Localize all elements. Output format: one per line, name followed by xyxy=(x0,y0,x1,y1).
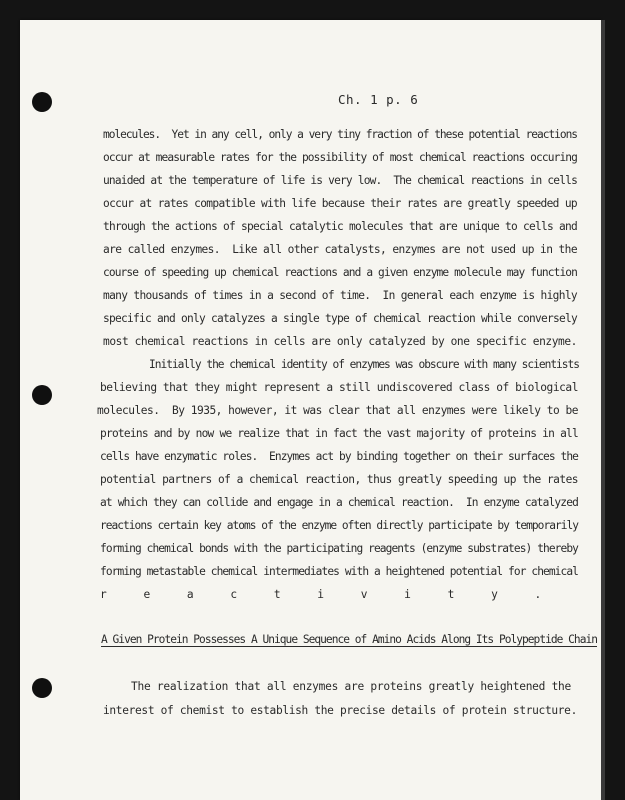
page-header: Ch. 1 p. 6 xyxy=(338,92,419,107)
paragraph2-line-2: believing that they might represent a still undiscovered class of biological xyxy=(100,381,578,394)
paragraph2-line-5: cells have enzymatic roles. Enzymes act by binding together on their surfaces the xyxy=(100,450,578,463)
paragraph1-line-2: occur at measurable rates for the possibility of most chemical reactions occuring xyxy=(103,151,577,164)
paragraph2-line-8: reactions certain key atoms of the enzyme often directly participate by temporarily xyxy=(100,519,578,532)
paragraph2-line-4: proteins and by now we realize that in fact the vast majority of proteins in all xyxy=(100,427,578,440)
page-edge-strip xyxy=(601,20,605,800)
paragraph2-line-11: reactivity. xyxy=(100,588,578,601)
paragraph1-line-10: most chemical reactions in cells are only catalyzed by one specific enzyme. xyxy=(103,335,577,348)
paragraph2-line-6: potential partners of a chemical reaction, thus greatly speeding up the rates xyxy=(100,473,578,486)
paragraph3-line-1: The realization that all enzymes are proteins greatly heightened the xyxy=(131,680,571,693)
paragraph2-line-10: forming metastable chemical intermediates with a heightened potential for chemical xyxy=(100,565,578,578)
paragraph3-line-2: interest of chemist to establish the precise details of protein structure. xyxy=(103,704,577,717)
paragraph1-line-3: unaided at the temperature of life is very low. The chemical reactions in cells xyxy=(103,174,577,187)
punch-hole-top xyxy=(32,92,52,112)
paragraph2-line-1: Initially the chemical identity of enzymes was obscure with many scientists xyxy=(149,358,579,371)
paragraph1-line-7: course of speeding up chemical reactions and a given enzyme molecule may function xyxy=(103,266,577,279)
paragraph2-line-9: forming chemical bonds with the participating reagents (enzyme substrates) thereby xyxy=(100,542,578,555)
paragraph1-line-5: through the actions of special catalytic molecules that are unique to cells and xyxy=(103,220,577,233)
paragraph1-line-9: specific and only catalyzes a single type of chemical reaction while conversely xyxy=(103,312,577,325)
section-heading: A Given Protein Possesses A Unique Sequence of Amino Acids Along Its Polypeptide Chain xyxy=(101,633,597,646)
paragraph2-line-3: molecules. By 1935, however, it was clear that all enzymes were likely to be xyxy=(97,404,578,417)
paragraph1-line-6: are called enzymes. Like all other catalysts, enzymes are not used up in the xyxy=(103,243,577,256)
punch-hole-bottom xyxy=(32,678,52,698)
paragraph2-line-7: at which they can collide and engage in a chemical reaction. In enzyme catalyzed xyxy=(100,496,578,509)
paragraph1-line-1: molecules. Yet in any cell, only a very tiny fraction of these potential reactions xyxy=(103,128,577,141)
paragraph1-line-8: many thousands of times in a second of time. In general each enzyme is highly xyxy=(103,289,577,302)
paragraph1-line-4: occur at rates compatible with life because their rates are greatly speeded up xyxy=(103,197,577,210)
punch-hole-middle xyxy=(32,385,52,405)
